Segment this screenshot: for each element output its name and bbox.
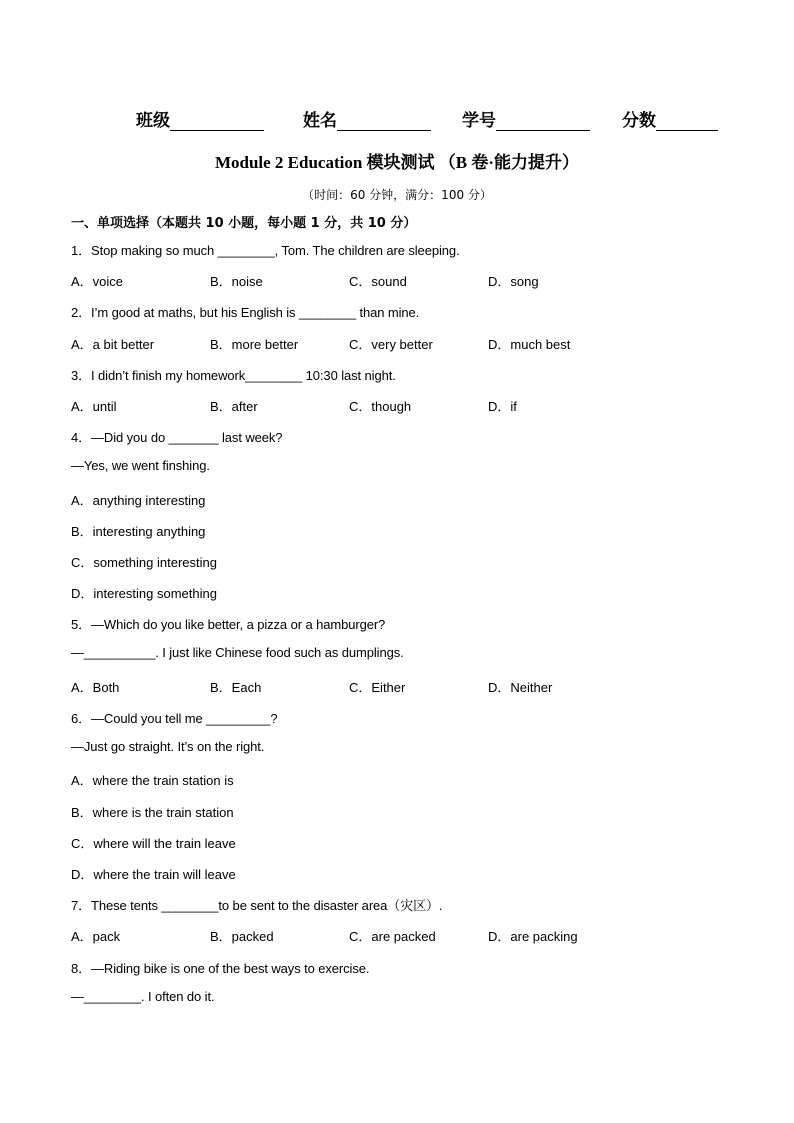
option-d[interactable]: D．Neither — [488, 680, 553, 695]
name-label: 姓名 — [303, 111, 337, 131]
question-stem: 8．—Riding bike is one of the best ways to exercise. — [71, 961, 370, 976]
score-label: 分数 — [622, 111, 656, 131]
id-field — [462, 106, 590, 131]
name-field — [303, 106, 431, 131]
option-a[interactable]: A．until — [71, 399, 117, 414]
option-c[interactable]: C．something interesting — [71, 555, 217, 570]
name-blank[interactable] — [337, 112, 431, 131]
option-c[interactable]: C．are packed — [349, 929, 436, 944]
id-blank[interactable] — [496, 112, 590, 131]
question-stem: 6．—Could you tell me _________? — [71, 711, 278, 726]
option-c[interactable]: C．though — [349, 399, 412, 414]
page-title: Module 2 Education 模块测试 （B 卷·能力提升） — [214, 153, 580, 172]
section-heading: 一、单项选择（本题共 10 小题，每小题 1 分，共 10 分） — [71, 216, 417, 231]
option-c[interactable]: C．where will the train leave — [71, 836, 236, 851]
option-c[interactable]: C．sound — [349, 274, 407, 289]
option-b[interactable]: B．packed — [210, 929, 274, 944]
question-stem: 2．I’m good at maths, but his English is ________ than mine. — [71, 305, 420, 320]
option-b[interactable]: B．where is the train station — [71, 805, 234, 820]
question-stem: 7．These tents ________to be sent to the disaster area（灾区）. — [71, 898, 443, 913]
option-a[interactable]: A．a bit better — [71, 337, 155, 352]
id-label: 学号 — [462, 111, 496, 131]
question-stem-reply: —__________. I just like Chinese food such as dumplings. — [71, 645, 404, 660]
question-stem-reply: —Yes, we went finshing. — [71, 458, 210, 473]
option-d[interactable]: D．are packing — [488, 929, 578, 944]
option-a[interactable]: A．voice — [71, 274, 124, 289]
question-stem-reply: —________. I often do it. — [71, 989, 215, 1004]
option-a[interactable]: A．anything interesting — [71, 493, 206, 508]
page-subtitle: （时间：60 分钟，满分：100 分） — [302, 188, 492, 202]
question-stem: 1．Stop making so much ________, Tom. The children are sleeping. — [71, 243, 460, 258]
option-d[interactable]: D．song — [488, 274, 539, 289]
option-c[interactable]: C．Either — [349, 680, 406, 695]
option-d[interactable]: D．interesting something — [71, 586, 217, 601]
option-b[interactable]: B．after — [210, 399, 258, 414]
option-d[interactable]: D．if — [488, 399, 517, 414]
class-field — [136, 106, 264, 131]
option-c[interactable]: C．very better — [349, 337, 433, 352]
class-blank[interactable] — [170, 112, 264, 131]
option-b[interactable]: B．interesting anything — [71, 524, 206, 539]
option-a[interactable]: A．where the train station is — [71, 773, 234, 788]
question-stem: 4．—Did you do _______ last week? — [71, 430, 283, 445]
question-stem: 5．—Which do you like better, a pizza or a hamburger? — [71, 617, 386, 632]
question-stem-reply: —Just go straight. It’s on the right. — [71, 739, 265, 754]
option-d[interactable]: D．where the train will leave — [71, 867, 236, 882]
option-d[interactable]: D．much best — [488, 337, 571, 352]
option-b[interactable]: B．noise — [210, 274, 263, 289]
option-b[interactable]: B．more better — [210, 337, 299, 352]
score-field — [622, 106, 718, 131]
score-blank[interactable] — [656, 112, 718, 131]
student-info-row — [136, 106, 736, 132]
class-label: 班级 — [136, 111, 170, 131]
option-b[interactable]: B．Each — [210, 680, 262, 695]
option-a[interactable]: A．pack — [71, 929, 121, 944]
option-a[interactable]: A．Both — [71, 680, 120, 695]
question-stem: 3．I didn’t finish my homework________ 10:30 last night. — [71, 368, 396, 383]
